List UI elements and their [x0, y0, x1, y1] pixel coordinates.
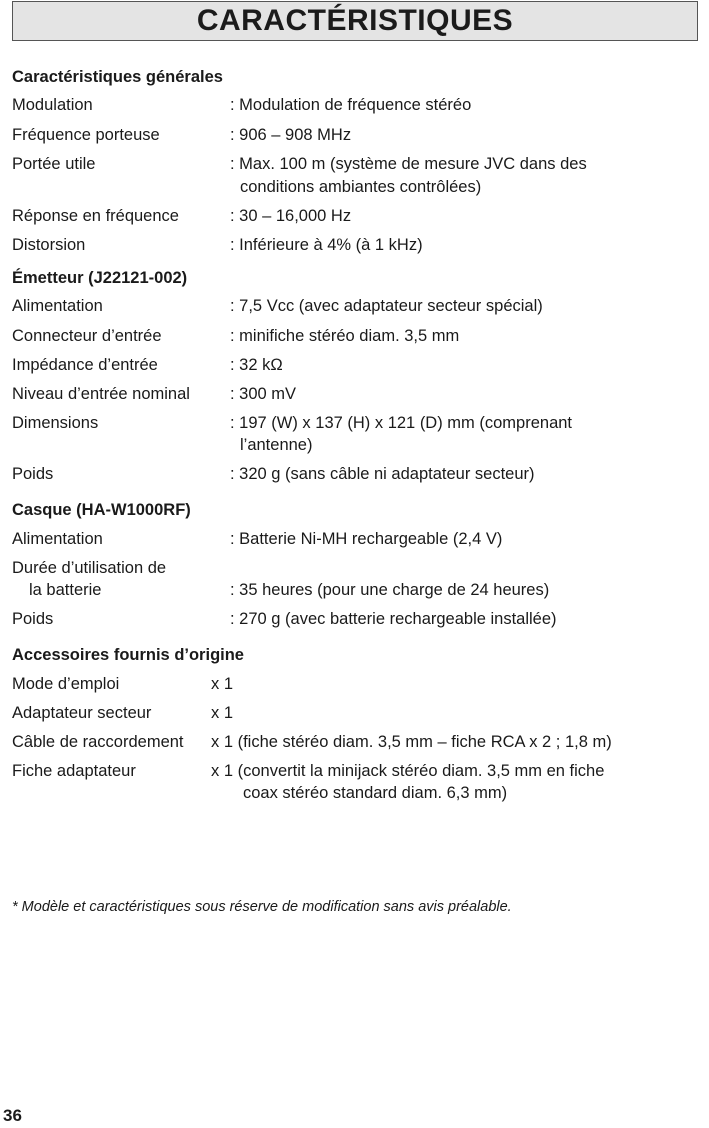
spec-value: : Max. 100 m (système de mesure JVC dans des	[230, 155, 587, 173]
section-heading-headphones: Casque (HA-W1000RF)	[12, 501, 191, 519]
spec-value: : Batterie Ni-MH rechargeable (2,4 V)	[230, 530, 503, 548]
accessory-label: Adaptateur secteur	[12, 704, 152, 722]
spec-value: : Modulation de fréquence stéréo	[230, 96, 472, 114]
spec-label: Connecteur d’entrée	[12, 327, 162, 345]
spec-label: Impédance d’entrée	[12, 356, 158, 374]
spec-value: : 35 heures (pour une charge de 24 heures)	[230, 581, 550, 599]
spec-label: Fréquence porteuse	[12, 126, 160, 144]
spec-label: Distorsion	[12, 236, 86, 254]
spec-value: : 7,5 Vcc (avec adaptateur secteur spécial)	[230, 297, 543, 315]
spec-value: : Inférieure à 4% (à 1 kHz)	[230, 236, 423, 254]
spec-value: : minifiche stéréo diam. 3,5 mm	[230, 327, 460, 345]
spec-label: Poids	[12, 465, 54, 483]
spec-label: Durée d’utilisation de	[12, 559, 167, 577]
spec-label: Réponse en fréquence	[12, 207, 179, 225]
accessory-label: Fiche adaptateur	[12, 762, 136, 780]
section-heading-transmitter: Émetteur (J22121-002)	[12, 269, 188, 287]
accessory-label: Mode d’emploi	[12, 675, 120, 693]
spec-value: : 906 – 908 MHz	[230, 126, 352, 144]
section-heading-general: Caractéristiques générales	[12, 68, 223, 86]
spec-value: : 32 kΩ	[230, 356, 283, 374]
spec-value: : 30 – 16,000 Hz	[230, 207, 352, 225]
spec-value: : 197 (W) x 137 (H) x 121 (D) mm (comprenant	[230, 414, 573, 432]
accessory-value: x 1 (convertit la minijack stéréo diam. 3,5 mm en fiche	[211, 762, 605, 780]
accessory-value: x 1	[211, 675, 234, 693]
footnote: * Modèle et caractéristiques sous réserve de modification sans avis préalable.	[12, 899, 512, 915]
spec-value-continued: conditions ambiantes contrôlées)	[240, 178, 482, 196]
spec-value: : 300 mV	[230, 385, 297, 403]
accessory-value-continued: coax stéréo standard diam. 6,3 mm)	[243, 784, 508, 802]
spec-value-continued: l’antenne)	[240, 436, 313, 454]
spec-label: Poids	[12, 610, 54, 628]
spec-label: Alimentation	[12, 530, 103, 548]
spec-label: Modulation	[12, 96, 93, 114]
spec-label: Portée utile	[12, 155, 96, 173]
accessory-label: Câble de raccordement	[12, 733, 184, 751]
spec-label: Niveau d’entrée nominal	[12, 385, 190, 403]
spec-label: Dimensions	[12, 414, 99, 432]
spec-value: : 270 g (avec batterie rechargeable installée)	[230, 610, 557, 628]
section-heading-accessories: Accessoires fournis d’origine	[12, 646, 244, 664]
spec-value: : 320 g (sans câble ni adaptateur secteur)	[230, 465, 535, 483]
accessory-value: x 1	[211, 704, 234, 722]
accessory-value: x 1 (fiche stéréo diam. 3,5 mm – fiche RCA x 2 ; 1,8 m)	[211, 733, 612, 751]
spec-label: Alimentation	[12, 297, 103, 315]
page-number: 36	[3, 1106, 22, 1125]
spec-label-continued: la batterie	[29, 581, 102, 599]
page-title: CARACTÉRISTIQUES	[12, 1, 698, 41]
